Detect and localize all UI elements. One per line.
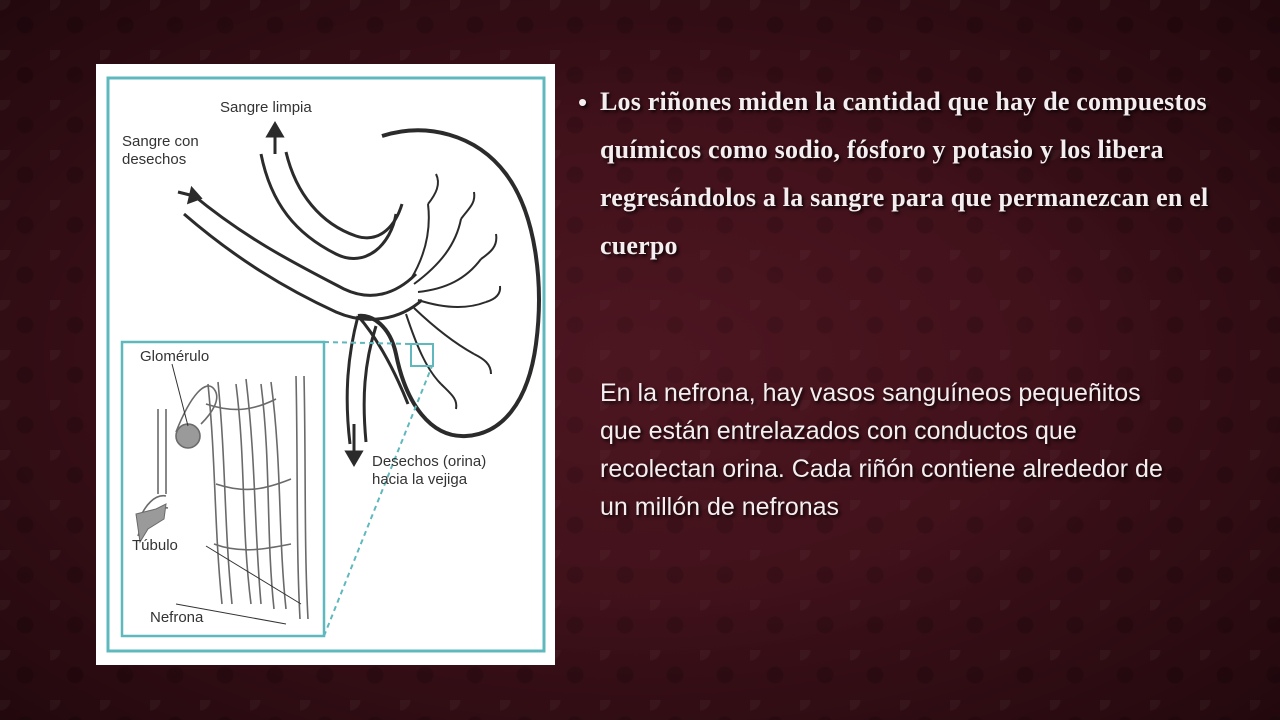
renal-vein-right [286,152,402,238]
label-glomerulus: Glomérulo [140,348,210,365]
nephron-paragraph: En la nefrona, hay vasos sanguíneos pequeñitos que están entrelazados con conductos que recolectan orina. Cada riñón contiene alrededor de un millón de nefronas [600,379,1163,521]
label-blood-with-waste-line1: Sangre con [122,133,199,150]
label-clean-blood: Sangre limpia [220,99,312,116]
bullet-dot-icon: • [578,87,588,117]
bullet-item [576,78,1216,270]
label-pointers [172,364,301,624]
slide-text-column [576,78,1216,526]
label-waste-line2: hacia la vejiga [372,471,468,488]
bullet-text: Los riñones miden la cantidad que hay de compuestos químicos como sodio, fósforo y potasio y los libera regresándolos a la sangre para que permanezcan en el cuerpo [600,87,1209,260]
kidney-diagram-figure [96,64,555,665]
renal-vein-left [261,154,396,258]
dashed-connector-top [324,342,412,344]
dashed-connector-bottom [324,366,432,636]
label-tubule: Túbulo [132,537,178,554]
kidney-diagram [96,64,555,665]
internal-branches [406,174,500,409]
inset-frame [122,342,324,636]
label-waste-line1: Desechos (orina) [372,453,487,470]
flow-arrows [178,124,361,464]
label-blood-with-waste-line2: desechos [122,151,187,168]
label-nephron: Nefrona [150,609,204,626]
nephron-sketch [138,376,308,619]
